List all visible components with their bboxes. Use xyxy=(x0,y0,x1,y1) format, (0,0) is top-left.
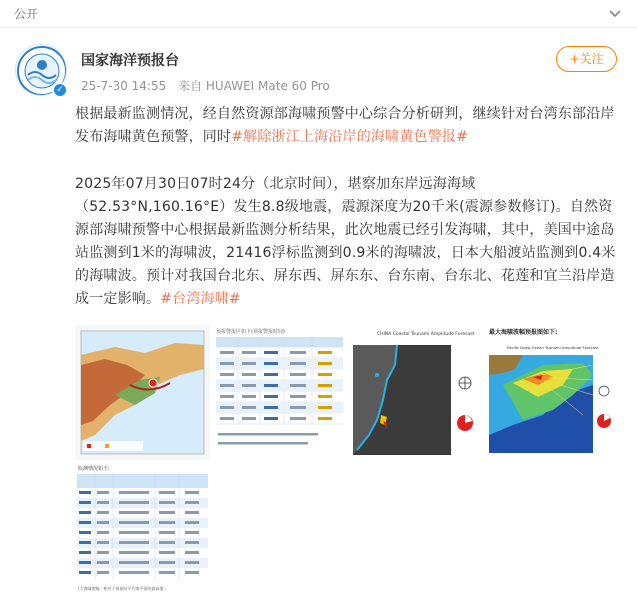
topic-tag-lift-warning[interactable]: #解除浙江上海沿岸的海啸黄色警报# xyxy=(231,129,469,145)
pacific-forecast-subtitle: Pacific Deep-Ocean Tsunami Amplitude Forecast xyxy=(507,345,599,350)
post-time[interactable]: 25-7-30 14:55 xyxy=(81,79,167,93)
post-paragraph-2 xyxy=(75,173,623,311)
visibility-label: 公开 xyxy=(14,7,39,21)
verified-badge-icon: ✓ xyxy=(52,82,68,98)
post-source: 来自 HUAWEI Mate 60 Pro xyxy=(178,79,330,93)
topic-tag-taiwan-tsunami[interactable]: #台湾海啸# xyxy=(160,291,241,307)
image-thumbnail-observation-table[interactable] xyxy=(75,462,210,597)
image-thumbnail-pacific-amplitude-map[interactable] xyxy=(483,325,618,460)
pacific-forecast-title: 最大海啸波幅预报图如下: xyxy=(489,329,558,336)
paragraph-1-text: 根据最新监测情况，经自然资源部海啸预警中心综合分析研判，继续针对台湾东部沿岸发布海啸黄色预警，同时 xyxy=(75,106,615,145)
image-thumbnail-china-coastal-forecast[interactable] xyxy=(347,325,482,460)
observation-table-footer: (大海啸波幅 - 相对于观测站平均海平面的最高值... xyxy=(78,586,168,591)
paragraph-2-text: 2025年07月30日07时24分（北京时间），堪察加东岸远海海域（52.53°N,160.16°E）发生8.8级地震，震源深度为20千米(震源参数修订)。自然资源部海啸预警中心根据最新监测分析结果，此次地震已经引发海啸，其中，美国中途岛站监测到1米的海啸波，21416浮标监测到0.9米的海啸波，日本大船渡站监测到0.4米的海啸波。预计对我国台北东、屏东西、屏东东、台东南、台东北、花莲和宜兰沿岸造成一定影响。 xyxy=(75,176,616,307)
image-thumbnail-warning-table[interactable] xyxy=(212,325,347,460)
visibility-bar xyxy=(0,0,637,28)
observation-table-title: 监测情况如下: xyxy=(78,466,110,472)
post-paragraph-1 xyxy=(75,103,623,149)
table-image-title: 预报警报区如下(预报警报时间) xyxy=(216,329,285,335)
follow-button[interactable]: +关注 xyxy=(556,46,617,72)
post-meta xyxy=(81,77,338,94)
author-name[interactable]: 国家海洋预报台 xyxy=(81,53,179,69)
image-thumbnail-epicenter-map[interactable] xyxy=(75,325,210,460)
china-forecast-title: CHINA Coastal Tsunami Amplitude Forecast xyxy=(377,332,475,337)
chevron-down-icon[interactable] xyxy=(605,3,625,23)
